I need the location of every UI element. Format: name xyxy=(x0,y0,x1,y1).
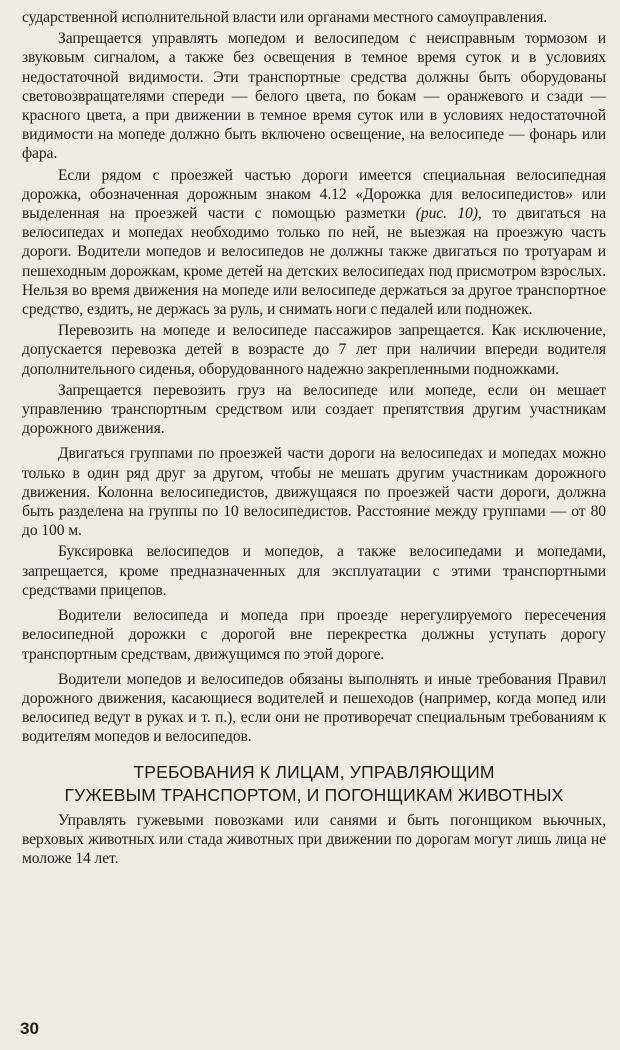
body-text xyxy=(22,8,606,747)
paragraph-other-rules: Водители мопедов и велосипедов обязаны выполнять и иные требования Правил дорожного движения, касающиеся водителей и пешеходов (например, когда мопед или велосипед ведут в руках и т. п.), если они не противоречат специальным требованиям к водителям мопедов и велосипедов. xyxy=(22,670,606,746)
figure-reference: (рис. 10) xyxy=(415,205,478,223)
paragraph-animal-drivers: Управлять гужевыми повозками или санями и быть погонщиком вьючных, верховых животных или стада животных при движении по дорогам могут лишь лица не моложе 14 лет. xyxy=(22,811,606,867)
bike-lane-text-end: , то двигаться на велосипедах и мопедах необходимо только по ней, не выезжая на проезжую часть дороги. Водители мопедов и велосипедов не должны также двигаться по тротуарам и пешеходным дорожкам, кроме детей на детских велосипедах под присмотром взрослых. Нельзя во время движения на мопеде или велосипеде держаться за другое транспортное средство, ездить, не держась за руль, и снимать ноги с педалей или подножек. xyxy=(22,205,606,319)
paragraph-continued: сударственной исполнительной власти или органами местного самоуправления. xyxy=(22,9,548,26)
paragraph-crossing: Водители велосипеда и мопеда при проезде нерегулируемого пересечения велосипедной дорожки с дорогой вне перекрестка должны уступать дорогу транспортным средствам, движущимся по этой дороге. xyxy=(22,607,606,663)
paragraph-passengers: Перевозить на мопеде и велосипеде пассажиров запрещается. Как исключение, допускается перевозка детей в возрасте до 7 лет при наличии впереди водителя дополнительного сиденья, оборудованного надежно закрепленными подножками. xyxy=(22,322,606,378)
paragraph-towing: Буксировка велосипедов и мопедов, а также велосипедами и мопедами, запрещается, кроме предназначенных для эксплуатации с этими транспортными средствами прицепов. xyxy=(22,543,606,599)
section-heading-line-1: ТРЕБОВАНИЯ К ЛИЦАМ, УПРАВЛЯЮЩИМ xyxy=(133,761,495,782)
section-heading-line-2: ГУЖЕВЫМ ТРАНСПОРТОМ, И ПОГОНЩИКАМ ЖИВОТНЫХ xyxy=(64,784,564,805)
bike-lane-text-start: Если рядом с проезжей частью дороги имеется специальная велосипедная дорожка, обозначенная дорожным знаком 4.12 «Дорожка для велосипедистов» или выделенная на проезжей части с помощью разметки xyxy=(22,166,606,223)
paragraph-equipment: Запрещается управлять мопедом и велосипедом с неисправным тормозом и звуковым сигналом, а также без освещения в темное время суток и в условиях недостаточной видимости. Эти транспортные средства должны быть оборудованы световозвращателями спереди — белого цвета, по бокам — оранжевого и сзади — красного цвета, а при движении в темное время суток или в условиях недостаточной видимости на мопеде должно быть включено освещение, на велосипеде — фонарь или фара. xyxy=(22,30,606,163)
page-number: 30 xyxy=(20,1019,39,1038)
paragraph-groups: Двигаться группами по проезжей части дороги на велосипедах и мопедах можно только в один ряд друг за другом, чтобы не мешать другим участникам дорожного движения. Колонна велосипедистов, движущаяся по проезжей части дороги, должна быть разделена на группы по 10 велосипедистов. Расстояние между группами — от 80 до 100 м. xyxy=(22,445,606,540)
section-heading xyxy=(22,761,606,807)
paragraph-bike-lane xyxy=(22,166,606,320)
section-body xyxy=(22,811,606,869)
paragraph-cargo: Запрещается перевозить груз на велосипеде или мопеде, если он мешает управлению транспортным средством или создает препятствия другим участникам дорожного движения. xyxy=(22,381,606,438)
